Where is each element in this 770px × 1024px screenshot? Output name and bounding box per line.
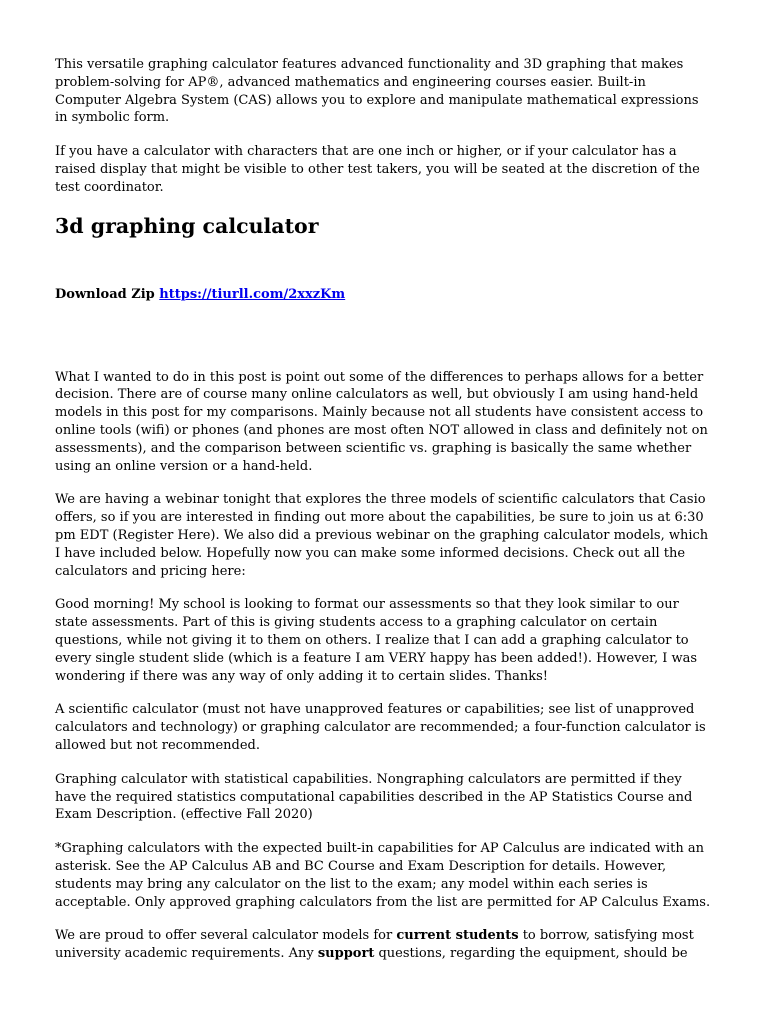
p7-text-2: to borrow, satisfying most university academic requirements. Any — [55, 928, 694, 962]
p7-bold-current-students: current students — [396, 928, 519, 944]
body-paragraph-5: Graphing calculator with statistical capabilities. Nongraphing calculators are permitted if they have the required statistics computational capabilities described in the AP Statistics Course and Exam Description. (effective Fall 2020) — [55, 771, 693, 823]
intro-paragraph-2: If you have a calculator with characters that are one inch or higher, or if your calculator has a raised display that might be visible to other test takers, you will be seated at the discretion of the test coordinator. — [55, 144, 700, 195]
body-paragraph-2: We are having a webinar tonight that explores the three models of scientific calculators that Casio offers, so if you are interested in finding out more about the capabilities, be sure to join us at 6:30 pm EDT (Register Here). We also did a previous webinar on the graphing calculator models, which I have included below. Hopefully now you can make some informed decisions. Check out all the calculators and pricing here: — [55, 492, 709, 579]
body-paragraph-4: A scientific calculator (must not have unapproved features or capabilities; see list of unapproved calculators and technology) or graphing calculator are recommended; a four-function calculator is allowed but not recommended. — [55, 702, 706, 753]
download-line — [55, 286, 715, 304]
intro-paragraph-1: This versatile graphing calculator features advanced functionality and 3D graphing that makes problem-solving for AP®, advanced mathematics and engineering courses easier. Built-in Computer Algebra System (CAS) allows you to explore and manipulate mathematical expressions in symbolic form. — [55, 57, 699, 126]
download-link[interactable]: https://tiurll.com/2xxzKm — [159, 286, 346, 302]
body-paragraph-7 — [55, 927, 715, 963]
download-label: Download Zip — [55, 286, 155, 302]
p7-text-1: We are proud to offer several calculator models for — [55, 928, 397, 944]
body-paragraph-1: What I wanted to do in this post is point out some of the differences to perhaps allows for a better decision. There are of course many online calculators as well, but obviously I am using hand-held models in this post for my comparisons. Mainly because not all students have consistent access to online tools (wifi) or phones (and phones are most often NOT allowed in class and definitely not on assessments), and the comparison between scientific vs. graphing is basically the same whether using an online version or a hand-held. — [55, 369, 708, 474]
page-title: 3d graphing calculator — [55, 213, 319, 238]
body-paragraph-3: Good morning! My school is looking to format our assessments so that they look similar to our state assessments. Part of this is giving students access to a graphing calculator on certain questions, while not giving it to them on others. I realize that I can add a graphing calculator to every single student slide (which is a feature I am VERY happy has been added!). However, I was wondering if there was any way of only adding it to certain slides. Thanks! — [55, 597, 698, 684]
p7-text-3: questions, regarding the equipment, should be — [374, 946, 688, 962]
document-page — [55, 56, 715, 963]
body-paragraph-6: *Graphing calculators with the expected built-in capabilities for AP Calculus are indicated with an asterisk. See the AP Calculus AB and BC Course and Exam Description for details. However, students may bring any calculator on the list to the exam; any model within each series is acceptable. Only approved graphing calculators from the list are permitted for AP Calculus Exams. — [55, 841, 711, 910]
p7-bold-support: support — [317, 946, 375, 962]
